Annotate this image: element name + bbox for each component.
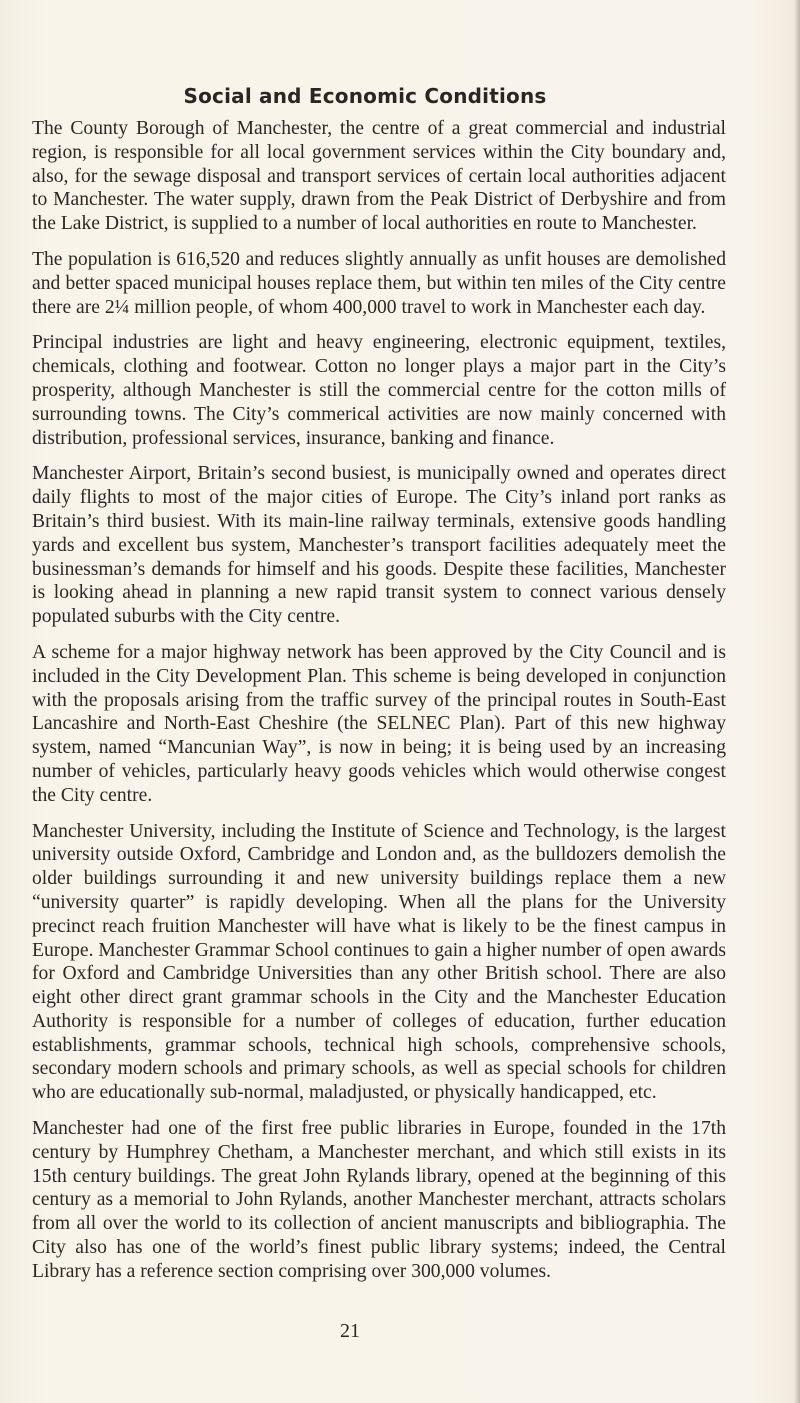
page-edge-shadow xyxy=(794,0,800,1403)
paragraph-highway: A scheme for a major highway network has been approved by the City Council and is included in the City Development Plan. This scheme is being developed in conjunction with the proposals arising from the traffic survey of the principal routes in South-East Lancashire and North-East Cheshire (the SELNEC Plan). Part of this new highway system, named “Mancunian Way”, is now in being; it is being used by an increasing number of vehicles, particularly heavy goods vehicles which would otherwise congest the City centre. xyxy=(32,641,726,806)
paragraph-university: Manchester University, including the Institute of Science and Technology, is the largest university outside Oxford, Cambridge and London and, as the bulldozers demolish the older buildings surrounding it and new university buildings replace them a new “university quarter” is rapidly developing. When all the plans for the University precinct reach fruition Manchester will have what is likely to be the finest campus in Europe. Manchester Grammar School continues to gain a higher number of open awards for Oxford and Cambridge Universities than any other British school. There are also eight other direct grant grammar schools in the City and the Manchester Education Authority is responsible for a number of colleges of education, further education establishments, grammar schools, technical high schools, comprehensive schools, secondary modern schools and primary schools, as well as special schools for children who are educationally sub-normal, maladjusted, or physically handicapped, etc. xyxy=(32,820,726,1104)
paragraph-libraries: Manchester had one of the first free public libraries in Europe, founded in the 17th century by Humphrey Chetham, a Manchester merchant, and which still exists in its 15th century buildings. The great John Rylands library, opened at the beginning of this century as a memorial to John Rylands, another Manchester merchant, attracts scholars from all over the world to its collection of ancient manuscripts and bibliographia. The City also has one of the world’s finest public library systems; indeed, the Central Library has a reference section comprising over 300,000 volumes. xyxy=(32,1118,726,1282)
body-text xyxy=(32,117,726,1296)
page-title: Social and Economic Conditions xyxy=(183,84,547,108)
paragraph-airport: Manchester Airport, Britain’s second busiest, is municipally owned and operates direct daily flights to most of the major cities of Europe. The City’s inland port ranks as Britain’s third busiest. With its main-line railway terminals, extensive goods handling yards and excellent bus system, Manchester’s transport facilities adequately meet the businessman’s demands for himself and his goods. Despite these facilities, Manchester is looking ahead in planning a new rapid transit system to connect various densely populated suburbs with the City centre. xyxy=(32,463,726,628)
page-number: 21 xyxy=(340,1320,360,1342)
paragraph-industries: Principal industries are light and heavy engineering, electronic equipment, textiles, chemicals, clothing and footwear. Cotton no longer plays a major part in the City’s prosperity, although Manchester is still the commercial centre for the cotton mills of surrounding towns. The City’s commerical activities are now mainly concerned with distribution, professional services, insurance, banking and finance. xyxy=(32,332,726,449)
paragraph-population: The population is 616,520 and reduces slightly annually as unfit houses are demolished and better spaced municipal houses replace them, but within ten miles of the City centre there are 2¼ million people, of whom 400,000 travel to work in Manchester each day. xyxy=(32,248,726,318)
paragraph-borough: The County Borough of Manchester, the centre of a great commercial and industrial region, is responsible for all local government services within the City boundary and, also, for the sewage disposal and transport services of certain local authorities adjacent to Manchester. The water supply, drawn from the Peak District of Derbyshire and from the Lake District, is supplied to a number of local authorities en route to Manchester. xyxy=(32,118,726,235)
